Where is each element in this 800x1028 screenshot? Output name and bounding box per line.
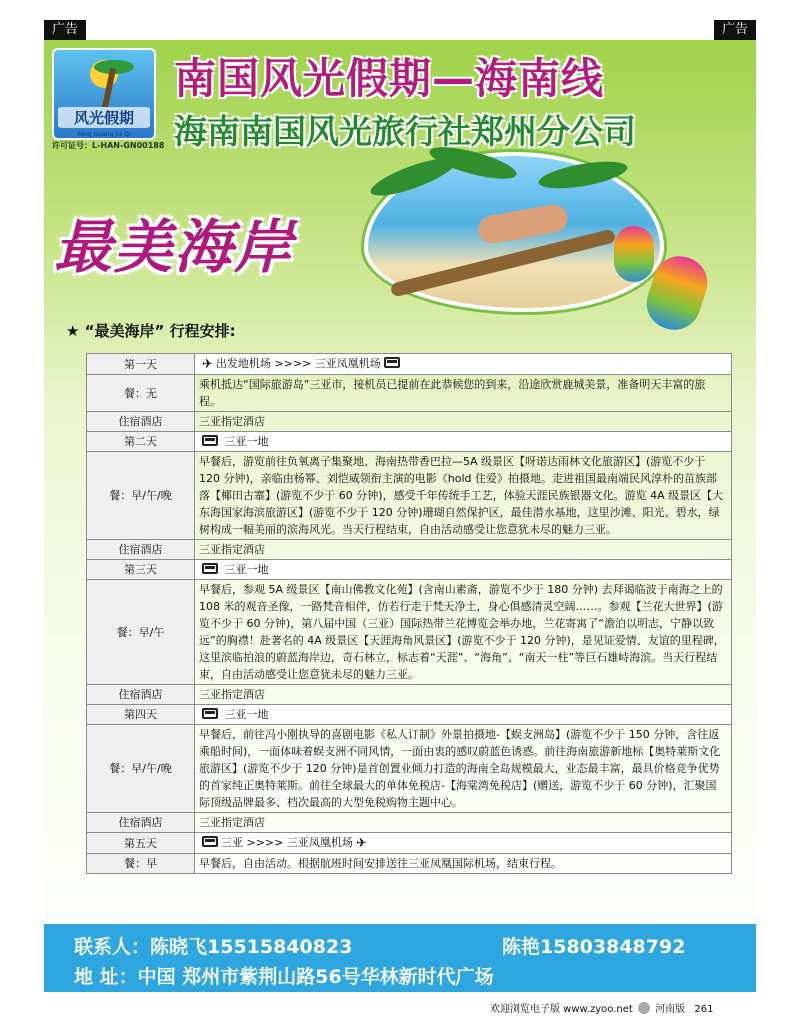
itinerary-row-hotel xyxy=(87,813,732,833)
itinerary-row-day xyxy=(87,354,732,375)
address-line xyxy=(74,962,494,989)
itinerary-row-meal xyxy=(87,725,732,813)
itinerary-row-day xyxy=(87,432,732,452)
itinerary-row-meal xyxy=(87,854,732,874)
footer-edition: 河南版 xyxy=(655,1004,686,1015)
logo-name: 风光假期 xyxy=(58,107,150,128)
footer-text: 欢迎浏览电子版 www.zyoo.net xyxy=(490,1004,633,1015)
route-text: 三亚一地 xyxy=(221,563,269,576)
plane-icon: ✈ xyxy=(202,357,213,372)
ad-tag-left: 广告 xyxy=(44,20,86,40)
logo-pinyin: Feng Guang Jia Qi xyxy=(77,131,131,138)
ad-page xyxy=(44,40,756,992)
row-content xyxy=(195,833,732,854)
row-label: 第一天 xyxy=(87,354,195,375)
itinerary-row-day xyxy=(87,833,732,854)
row-label: 第二天 xyxy=(87,432,195,452)
bus-icon xyxy=(202,708,218,719)
row-label: 住宿酒店 xyxy=(87,540,195,560)
route-text: 三亚一地 xyxy=(221,708,269,721)
route-segment: 出发地机场 xyxy=(215,357,271,370)
row-label: 第五天 xyxy=(87,833,195,854)
itinerary-row-meal xyxy=(87,375,732,412)
ad-tag-right: 广告 xyxy=(714,20,756,40)
row-content xyxy=(195,432,732,452)
contact-line xyxy=(74,932,352,959)
row-content: 乘机抵达“国际旅游岛”三亚市，接机员已提前在此恭候您的到来，沿途欣赏鹿城美景，准备明天丰富的旅程。 xyxy=(195,375,732,412)
contact-label: 联系人： xyxy=(74,936,151,958)
itinerary-row-hotel xyxy=(87,412,732,432)
itinerary-row-day xyxy=(87,560,732,580)
plane-icon: ✈ xyxy=(355,836,367,851)
publisher-logo-icon xyxy=(638,1002,650,1014)
itinerary-table xyxy=(86,353,732,874)
row-label: 餐：无 xyxy=(87,375,195,412)
row-label: 餐：早/午 xyxy=(87,580,195,685)
sunbather xyxy=(476,202,569,245)
route-text: 三亚一地 xyxy=(221,435,269,448)
route-segment: 三亚凤凰机场 xyxy=(283,836,353,849)
row-label: 住宿酒店 xyxy=(87,412,195,432)
route-segment: >>>> xyxy=(243,836,284,849)
contact-person-2: 陈艳15803848792 xyxy=(502,936,686,958)
row-content: 三亚指定酒店 xyxy=(195,540,732,560)
row-content xyxy=(195,705,732,725)
itinerary-row-day xyxy=(87,705,732,725)
row-label: 餐：早 xyxy=(87,854,195,874)
contact-band xyxy=(44,924,756,992)
contact-person-1: 陈晓飞15515840823 xyxy=(150,936,353,958)
row-content: 三亚指定酒店 xyxy=(195,685,732,705)
palm-frond xyxy=(537,156,629,193)
route-segment: 三亚凤凰机场 xyxy=(311,357,381,370)
row-content: 三亚指定酒店 xyxy=(195,813,732,833)
schedule-title: ★ “最美海岸” 行程安排: xyxy=(66,322,236,340)
row-content xyxy=(195,560,732,580)
route-segment: >>>> xyxy=(270,357,312,370)
license-number: 许可证号：L-HAN-GN00188 xyxy=(52,141,165,150)
itinerary-row-hotel xyxy=(87,540,732,560)
route-segment: 三亚 xyxy=(221,836,243,849)
row-label: 第四天 xyxy=(87,705,195,725)
row-label: 餐：早/午/晚 xyxy=(87,725,195,813)
slogan: 最美海岸 xyxy=(54,213,295,281)
bus-icon xyxy=(202,435,218,446)
row-label: 住宿酒店 xyxy=(87,685,195,705)
row-content: 早餐后，自由活动。根据航班时间安排送往三亚凤凰国际机场，结束行程。 xyxy=(195,854,732,874)
address: 中国 郑州市紫荆山路56号华林新时代广场 xyxy=(137,966,494,988)
row-content: 早餐后，参观 5A 级景区【南山佛教文化苑】(含南山素斋，游览不少于 180 分钟) 去拜谒临波于南海之上的 108 米的观音圣像，一路梵音相伴，仿若行走于梵天净土，身心俱感清灵空阔……。参观【兰花大世界】(游览不少于 60 分钟)，第八届中国（三亚）国际热带兰花博览会举办地，兰花寄寓了“澹泊以明志，宁静以致远”的胸襟！赴著名的 4A 级景区【天涯海角风景区】(游览不少于 120 分钟)，是见证爱情、友谊的里程碑，这里滨临拍浪的蔚蓝海岸边，奇石林立，标志着“天涯”、“海角”、“南天一柱”等巨石雄峙海滨。当天行程结束，自由活动感受让您意犹未尽的魅力三亚。 xyxy=(195,580,732,685)
row-content xyxy=(195,354,732,375)
address-label: 地 址： xyxy=(74,966,138,988)
itinerary-row-meal xyxy=(87,580,732,685)
itinerary-row-meal xyxy=(87,452,732,540)
page-title: 南国风光假期—海南线 xyxy=(174,54,605,103)
itinerary-row-hotel xyxy=(87,685,732,705)
row-label: 餐：早/午/晚 xyxy=(87,452,195,540)
bus-icon xyxy=(202,836,218,847)
row-content: 早餐后，前往冯小刚执导的喜剧电影《私人订制》外景拍摄地-【蜈支洲岛】(游览不少于 150 分钟，含往返乘船时间)，一面体味着蜈支洲不同风情，一面由衷的感叹蔚蓝色诱惑。前往海南旅游新地标【奥特莱斯文化旅游区】(游览不少于 120 分钟)是首创置业倾力打造的海南全岛规模最大，业态最丰富，最具价格竞争优势的首家纯正奥特莱斯。前往全球最大的单体免税店-【海棠湾免税店】(赠送，游览不少于 60 分钟)，汇聚国际顶级品牌最多、档次最高的大型免税购物主题中心。 xyxy=(195,725,732,813)
bus-icon xyxy=(202,563,218,574)
company-name: 海南南国风光旅行社郑州分公司 xyxy=(174,112,636,151)
bus-icon xyxy=(384,357,400,368)
row-label: 住宿酒店 xyxy=(87,813,195,833)
page-footer xyxy=(490,1000,713,1015)
flip-flop-icon xyxy=(614,226,654,282)
row-label: 第三天 xyxy=(87,560,195,580)
row-content: 三亚指定酒店 xyxy=(195,412,732,432)
page-number: 261 xyxy=(694,1004,714,1015)
row-content: 早餐后，游览前往负氧离子集聚地、海南热带香巴拉—5A 级景区【呀诺达雨林文化旅游区】(游览不少于 120 分钟)，亲临由杨幂、刘恺威领衔主演的电影《hold 住爱》拍摄地。走进祖国最南端民风淳朴的苗族部落【椰田古寨】(游览不少于 60 分钟)，感受千年传统手工艺，体验天涯民族银器文化。游览 4A 级景区【大东海国家海滨旅游区】(游览不少于 120 分钟)珊瑚自然保护区，最佳潜水基地，这里沙滩、阳光、碧水，绿树构成一幅美丽的滨海风光。当天行程结束，自由活动感受让您意犹未尽的魅力三亚。 xyxy=(195,452,732,540)
company-logo xyxy=(52,48,156,140)
